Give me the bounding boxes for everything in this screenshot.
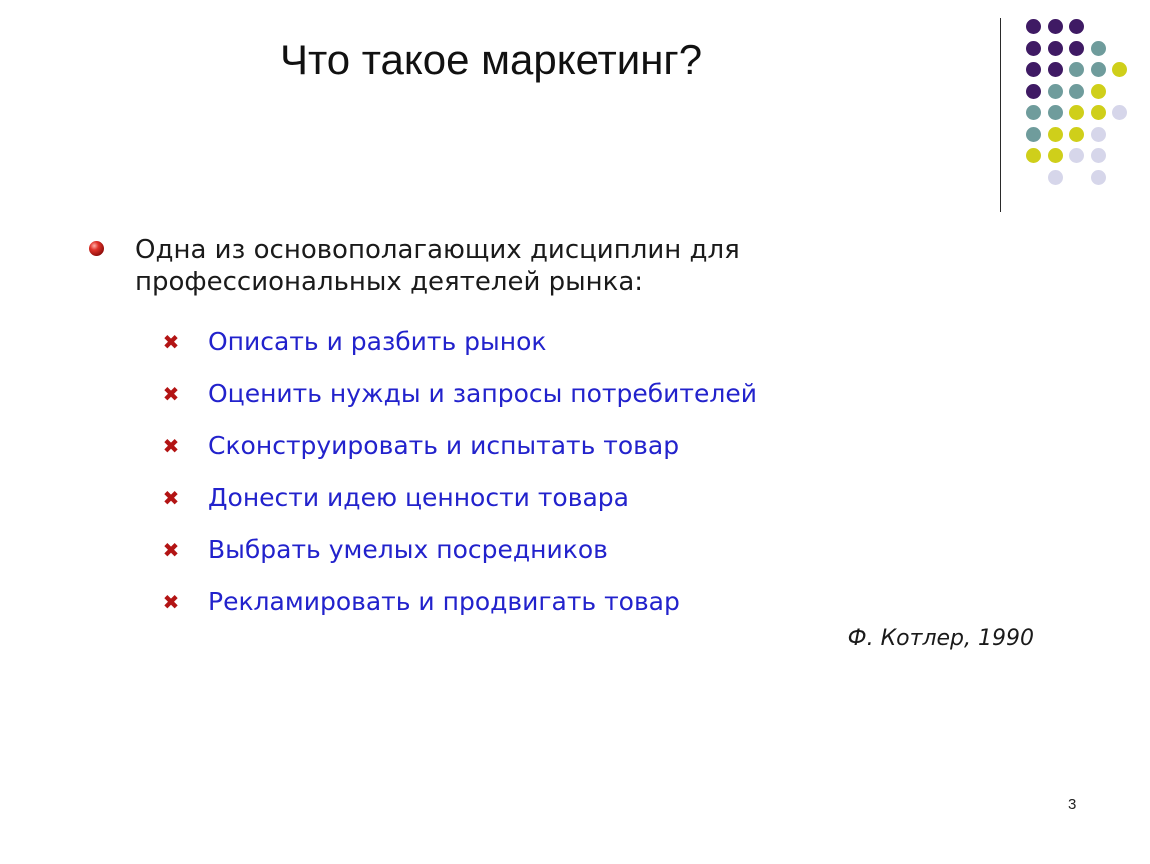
- decorative-dot: [1069, 19, 1084, 34]
- decorative-dot: [1091, 62, 1106, 77]
- red-cross-bullet-icon: ✖: [162, 382, 180, 406]
- decorative-dot: [1069, 148, 1084, 163]
- decorative-dot: [1026, 105, 1041, 120]
- sub-bullet-text: Донести идею ценности товара: [208, 483, 629, 512]
- decorative-dot: [1091, 105, 1106, 120]
- page-number: 3: [1068, 796, 1077, 813]
- decorative-dot: [1091, 127, 1106, 142]
- sub-bullet-text: Описать и разбить рынок: [208, 327, 547, 356]
- decorative-dot: [1048, 127, 1063, 142]
- red-cross-bullet-icon: ✖: [162, 486, 180, 510]
- red-cross-bullet-icon: ✖: [162, 434, 180, 458]
- decorative-dot: [1091, 41, 1106, 56]
- decorative-dot: [1069, 84, 1084, 99]
- sub-bullet-item: [160, 472, 757, 524]
- sub-bullet-item: [160, 316, 757, 368]
- decorative-dot: [1048, 62, 1063, 77]
- decorative-dot: [1091, 148, 1106, 163]
- red-cross-bullet-icon: ✖: [162, 538, 180, 562]
- citation: Ф. Котлер, 1990: [847, 626, 1034, 651]
- decorative-dot: [1026, 127, 1041, 142]
- sub-bullet-text: Выбрать умелых посредников: [208, 535, 608, 564]
- decorative-dot: [1069, 127, 1084, 142]
- decorative-dot: [1048, 41, 1063, 56]
- decorative-dot: [1048, 105, 1063, 120]
- red-cross-bullet-icon: ✖: [162, 590, 180, 614]
- decorative-dot: [1091, 170, 1106, 185]
- decorative-dot: [1069, 62, 1084, 77]
- sub-bullet-item: [160, 524, 757, 576]
- sub-bullet-item: [160, 368, 757, 420]
- decorative-dot: [1048, 170, 1063, 185]
- decorative-dot: [1048, 148, 1063, 163]
- decorative-dot: [1048, 19, 1063, 34]
- title-divider-line: [1000, 18, 1001, 212]
- decorative-dot: [1026, 19, 1041, 34]
- decorative-dot: [1112, 105, 1127, 120]
- decorative-dot: [1026, 62, 1041, 77]
- sub-bullet-text: Рекламировать и продвигать товар: [208, 587, 680, 616]
- sub-bullet-item: [160, 576, 757, 628]
- decorative-dot: [1112, 62, 1127, 77]
- sub-bullet-item: [160, 420, 757, 472]
- red-cross-bullet-icon: ✖: [162, 330, 180, 354]
- sub-bullet-text: Сконструировать и испытать товар: [208, 431, 680, 460]
- sub-bullet-text: Оценить нужды и запросы потребителей: [208, 379, 757, 408]
- decorative-dot: [1091, 84, 1106, 99]
- red-sphere-bullet-icon: [89, 241, 104, 256]
- slide-title: Что такое маркетинг?: [280, 36, 703, 83]
- sub-bullet-list: [160, 316, 757, 628]
- main-bullet-text: Одна из основополагающих дисциплин для профессиональных деятелей рынка:: [135, 235, 740, 297]
- decorative-dot: [1069, 41, 1084, 56]
- decorative-dot: [1048, 84, 1063, 99]
- decorative-dot: [1026, 41, 1041, 56]
- decorative-dot: [1069, 105, 1084, 120]
- decorative-dot: [1026, 84, 1041, 99]
- decorative-dot: [1026, 148, 1041, 163]
